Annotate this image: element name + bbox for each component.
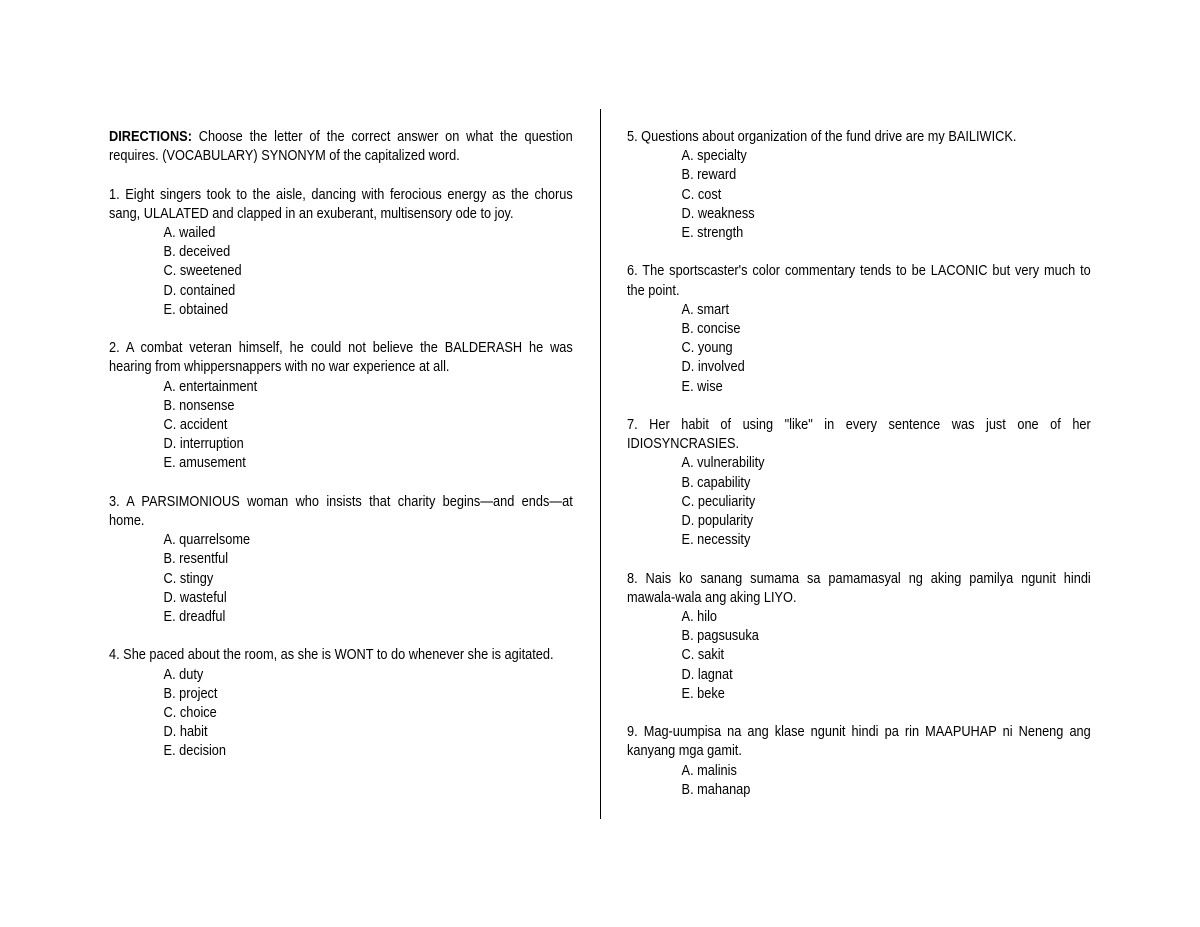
choice-c: C. sakit (681, 647, 725, 664)
question-5 (627, 128, 1091, 243)
choice-e: E. wise (681, 378, 723, 395)
question-stem: 6. The sportscaster's color commentary tends to be LACONIC but very much to the point. (627, 263, 1091, 299)
choice-list (627, 147, 1091, 243)
choice-d: D. habit (163, 724, 208, 741)
choice-list (109, 531, 573, 627)
choice-b: B. reward (681, 167, 737, 184)
choice-c: C. accident (163, 417, 228, 434)
question-stem: 7. Her habit of using "like" in every sentence was just one of her IDIOSYNCRASIES. (627, 417, 1091, 453)
question-6 (627, 262, 1091, 396)
choice-b: B. mahanap (681, 781, 751, 798)
left-column (109, 128, 573, 781)
directions-text: Choose the letter of the correct answer on what the question requires. (VOCABULARY) SYNONYM of the capitalized word. (109, 129, 573, 165)
choice-c: C. choice (163, 705, 217, 722)
choice-c: C. young (681, 340, 733, 357)
choice-b: B. project (163, 685, 218, 702)
choice-d: D. involved (681, 359, 745, 376)
choice-e: E. necessity (681, 532, 751, 549)
question-4 (109, 646, 573, 761)
choice-b: B. capability (681, 474, 751, 491)
choice-e: E. obtained (163, 301, 229, 318)
choice-e: E. strength (681, 225, 744, 242)
question-stem: 5. Questions about organization of the fund drive are my BAILIWICK. (627, 129, 1017, 145)
choice-d: D. interruption (163, 436, 244, 453)
question-8 (627, 570, 1091, 704)
choice-c: C. sweetened (163, 263, 242, 280)
question-stem: 1. Eight singers took to the aisle, dancing with ferocious energy as the chorus sang, ULALATED and clapped in an exuberant, multisensory ode to joy. (109, 186, 573, 222)
choice-b: B. nonsense (163, 397, 235, 414)
question-stem: 4. She paced about the room, as she is WONT to do whenever she is agitated. (109, 647, 554, 664)
choice-d: D. lagnat (681, 666, 733, 683)
choice-list (109, 224, 573, 320)
question-stem: 3. A PARSIMONIOUS woman who insists that charity begins—and ends—at home. (109, 493, 573, 530)
directions-label: DIRECTIONS: (109, 129, 192, 145)
choice-d: D. weakness (681, 205, 755, 222)
choice-c: C. cost (681, 186, 722, 203)
choice-a: A. wailed (163, 225, 216, 241)
question-3 (109, 493, 573, 627)
choice-d: D. contained (163, 282, 236, 299)
choice-c: C. stingy (163, 570, 214, 587)
choice-list (109, 378, 573, 474)
choice-list (627, 608, 1091, 704)
choice-e: E. amusement (163, 455, 246, 472)
question-9 (627, 723, 1091, 800)
question-2 (109, 339, 573, 473)
question-1 (109, 186, 573, 320)
question-stem: 2. A combat veteran himself, he could not believe the BALDERASH he was hearing from whippersnappers with no war experience at all. (109, 340, 573, 376)
question-stem: 8. Nais ko sanang sumama sa pamamasyal ng aking pamilya ngunit hindi mawala-wala ang aking LIYO. (627, 570, 1091, 606)
choice-e: E. dreadful (163, 609, 226, 626)
choice-list (109, 666, 573, 762)
choice-b: B. resentful (163, 551, 229, 568)
choice-a: A. quarrelsome (163, 532, 251, 549)
choice-e: E. decision (163, 743, 226, 760)
choice-list (627, 454, 1091, 550)
question-7 (627, 416, 1091, 550)
choice-a: A. smart (681, 301, 730, 318)
choice-a: A. specialty (681, 148, 747, 165)
directions (109, 128, 573, 166)
right-column (627, 128, 1091, 819)
choice-c: C. peculiarity (681, 493, 756, 510)
column-divider (600, 109, 601, 819)
choice-list (627, 301, 1091, 397)
choice-b: B. pagsusuka (681, 628, 759, 645)
question-stem: 9. Mag-uumpisa na ang klase ngunit hindi pa rin MAAPUHAP ni Neneng ang kanyang mga gamit. (627, 724, 1091, 760)
choice-d: D. wasteful (163, 589, 227, 606)
choice-e: E. beke (681, 685, 725, 702)
choice-a: A. malinis (681, 762, 737, 779)
choice-a: A. duty (163, 666, 204, 683)
choice-a: A. entertainment (163, 378, 258, 395)
choice-b: B. concise (681, 321, 741, 338)
choice-list (627, 762, 1091, 800)
choice-b: B. deceived (163, 244, 231, 261)
choice-d: D. popularity (681, 513, 754, 530)
choice-a: A. vulnerability (681, 455, 765, 472)
choice-a: A. hilo (681, 609, 718, 626)
